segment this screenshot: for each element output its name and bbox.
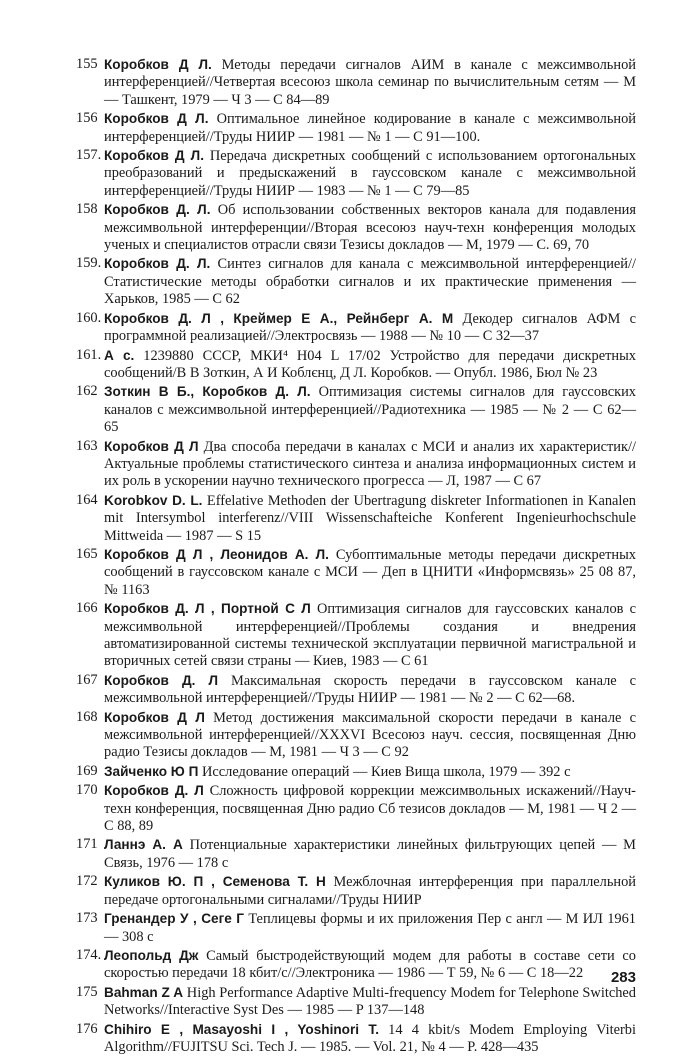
reference-text: Самый быстродействующий модем для работы в составе сети со скоростью передачи 18 кбит/с//Электроника — 1986 — Т 59, № 6 — С 18—22 [104,947,636,982]
reference-item [76,782,636,835]
reference-authors: Коробков Д. Л , Креймер Е А., Рейнберг А. М [104,310,454,326]
reference-number: 163 [76,437,98,454]
reference-item [76,201,636,254]
reference-text: Effelative Methoden der Ubertragung diskreter Informationen in Kanalen mit Intersymbol interferenz//VIII Wissenschafteiche Konferent Ingenieurhochschule Mittweida — 1987 — S 15 [104,492,636,544]
reference-authors: Коробков Д Л. [104,148,204,164]
reference-number: 160. [76,309,102,326]
reference-text: High Performance Adaptive Multi-frequency Modem for Telephone Switched Networks//Interactive Syst Des — 1985 — P 137—148 [104,984,636,1019]
reference-number: 162 [76,383,98,400]
reference-authors: Korobkov D. L. [104,492,203,508]
reference-number: 173 [76,910,98,927]
reference-number: 171 [76,836,98,853]
reference-item [76,347,636,383]
reference-item [76,984,636,1020]
reference-authors: Куликов Ю. П , Семенова Т. Н [104,874,326,890]
reference-list [76,56,636,1057]
reference-authors: Коробков Д. Л [104,672,219,688]
reference-item [76,672,636,708]
reference-authors: Коробков Д Л [104,438,199,454]
reference-text: Исследование операций — Киев Вища школа, 1979 — 392 с [201,763,571,780]
reference-text: Потенциальные характеристики линейных фильтрующих цепей — М Связь, 1976 — 178 с [104,837,636,871]
reference-text: Межблочная интерференция при параллельной передаче ортогональными сигналами//Труды НИИР [104,874,637,908]
reference-authors: Коробков Д Л [104,709,205,725]
reference-authors: А с. [104,347,135,363]
reference-number: 164 [76,491,98,508]
reference-text: Метод достижения максимальной скорости передачи в канале с межсимвольной интерференцией//XXXVI Всесоюз науч. сессия, посвященная Дню радио Тезисы докладов — М, 1981 — Ч 3 — С 92 [104,709,637,761]
reference-text: Оптимальное линейное кодирование в канале с межсимвольной интерференцией//Труды НИИР — 1981 — № 1 — С 91—100. [104,111,636,145]
reference-text: Об использовании собственных векторов канала для подавления межсимвольной интерференции//Вторая всесоюз науч-техн конференция молодых ученых и специалистов отрасли связи Тезисы докладов — М, 1979 — С. 69, 70 [104,202,636,254]
reference-number: 155 [76,56,98,72]
reference-number: 167 [76,671,98,688]
reference-number: 158 [76,201,98,218]
reference-text: Субоптимальные методы передачи дискретных сообщений в гауссовском канале с МСИ — Деп в ЦНИТИ «Информсвязь» 25 08 87, № 1163 [104,546,636,598]
reference-item [76,836,636,872]
reference-authors: Гренандер У , Сеге Г [104,911,244,927]
reference-item [76,763,636,781]
reference-text: Сложность цифровой коррекции межсимвольных искажений//Науч-техн конференция, посвященная Дню радио Сб тезисов докладов — М, 1981 — Ч 2 — С 88, 89 [104,783,636,835]
reference-number: 157. [76,147,102,164]
reference-item [76,546,636,599]
reference-text: 1239880 СССР, МКИ⁴ Н04 L 17/02 Устройство для передачи дискретных сообщений/В В Зоткин, А И Коблєнц, Д Л. Коробков. — Опубл. 1986, Бюл № 23 [104,347,636,381]
reference-item [76,1021,636,1057]
reference-authors: Зоткин В Б., Коробков Д. Л. [104,384,311,400]
reference-number: 172 [76,873,98,890]
reference-number: 175 [76,983,98,1000]
reference-text: Методы передачи сигналов АИМ в канале с межсимвольной интерференцией//Четвертая всесоюз школа семинар по вычислительным сетям — М — Ташкент, 1979 — Ч 3 — С 84—89 [104,57,636,108]
reference-authors: Коробков Д. Л , Портной С Л [104,601,311,617]
reference-text: 14 4 kbit/s Modem Employing Viterbi Algorithm//FUJITSU Sci. Tech J. — 1985. — Vol. 21, № 4 — P. 428—435 [104,1021,636,1055]
reference-number: 176 [76,1020,98,1037]
reference-item [76,310,636,346]
reference-authors: Зайченко Ю П [104,763,199,779]
reference-item [76,383,636,436]
reference-number: 161. [76,346,102,363]
reference-number: 156 [76,110,98,127]
reference-item [76,709,636,762]
reference-text: Два способа передачи в каналах с МСИ и анализ их характеристик//Актуальные проблемы статистического синтеза и анализа информационных систем и их роль в ускорении научно технического прогресса — Л, 1987 — С 67 [104,438,636,490]
reference-item [76,255,636,308]
reference-item [76,910,636,946]
reference-item [76,147,636,200]
reference-item [76,438,636,491]
reference-item [76,56,636,109]
reference-authors: Ланнэ А. А [104,837,183,853]
reference-item [76,947,636,983]
reference-authors: Коробков Д Л. [104,57,212,72]
reference-number: 168 [76,708,98,725]
reference-number: 174. [76,946,102,963]
reference-item [76,600,636,671]
reference-number: 166 [76,600,98,617]
reference-text: Оптимизация сигналов для гауссовских каналов с межсимвольной интерференцией//Проблемы создания и внедрения автоматизированной системы технической эксплуатации первичной магистральной и вторичных сетей связи страны — Киев, 1983 — С 61 [104,601,636,670]
reference-authors: Леопольд Дж [104,947,199,963]
reference-item [76,492,636,545]
reference-authors: Коробков Д Л. [104,111,209,127]
reference-authors: Коробков Д. Л [104,783,204,799]
reference-authors: Коробков Д. Л. [104,256,211,272]
reference-text: Передача дискретных сообщений с использованием ортогональных преобразований и предыскажений в гауссовском канале с межсимвольной интерференцией//Труды НИИР — 1983 — № 1 — С 79—85 [104,148,636,199]
reference-text: Теплицевы формы и их приложения Пер с англ — М ИЛ 1961 — 308 с [104,911,636,945]
reference-item [76,110,636,146]
reference-item [76,873,636,909]
reference-authors: Коробков Д. Л. [104,202,211,218]
reference-number: 159. [76,255,102,272]
reference-number: 165 [76,545,98,562]
reference-authors: Коробков Д Л , Леонидов А. Л. [104,546,329,562]
reference-authors: Chihiro E , Masayoshi I , Yoshinori T. [104,1021,379,1037]
reference-text: Синтез сигналов для канала с межсимвольной интерференцией//Статистические методы обработки сигналов и их практические применения — Харьков, 1985 — С 62 [104,256,636,308]
page-number: 283 [610,969,636,986]
reference-number: 170 [76,782,98,799]
reference-text: Максимальная скорость передачи в гауссовском канале с межсимвольной интерференцией//Труды НИИР — 1981 — № 2 — С 62—68. [104,672,636,707]
reference-authors: Bahman Z A [104,984,184,1000]
reference-number: 169 [76,762,98,779]
reference-text: Оптимизация системы сигналов для гауссовских каналов с межсимвольной интерференцией//Радиотехника — 1985 — № 2 — С 62—65 [104,384,637,436]
reference-text: Декодер сигналов АФМ с программной реализацией//Электросвязь — 1988 — № 10 — С 32—37 [104,310,636,345]
